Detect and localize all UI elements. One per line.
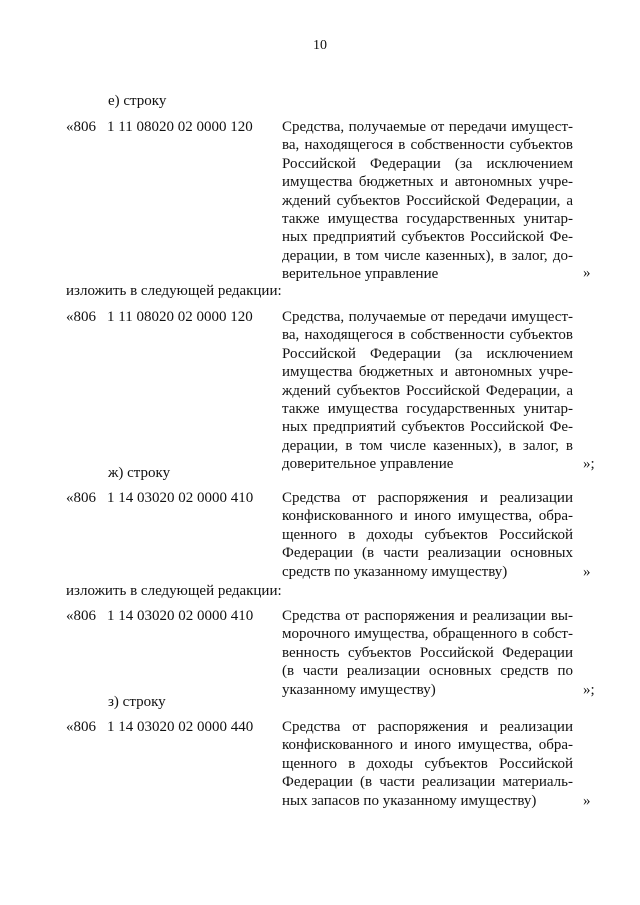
budget-code-row [66, 308, 253, 326]
description-line: ва, находящегося в собственности субъектов [282, 137, 573, 154]
code-description [282, 489, 573, 581]
budget-code: 1 14 03020 02 0000 440 [107, 719, 254, 735]
code-description [282, 607, 573, 699]
description-line: Средства от распоряжения и реализации [282, 490, 573, 506]
description-line: верительное управление [282, 266, 439, 283]
section-label: з) строку [108, 694, 166, 710]
budget-code-row [66, 718, 253, 736]
description-line: ждений субъектов Российской Федерации, а [282, 382, 573, 399]
description-line: морочного имущества, обращенного в собст- [282, 626, 573, 643]
description-line: Средства от распоряжения и реализации [282, 719, 573, 735]
description-line: конфискованного и иного имущества, обра- [282, 737, 573, 754]
description-line: ных предприятий субъектов Российской Фе- [282, 229, 573, 246]
code-prefix: «806 [66, 119, 96, 135]
description-line: указанному имуществу) [282, 681, 436, 698]
budget-code: 1 11 08020 02 0000 120 [107, 119, 253, 135]
description-line: венность субъектов Российской Федерации [282, 644, 573, 661]
closing-quote: » [583, 793, 591, 809]
description-line: Федерации (в части реализации основных [282, 545, 573, 562]
description-line: (в части реализации основных средств по [282, 663, 573, 680]
code-prefix: «806 [66, 490, 96, 506]
description-line: Российской Федерации (за исключением [282, 155, 573, 172]
description-line: также имущества государственных унитар- [282, 211, 573, 228]
closing-quote: » [583, 265, 591, 281]
description-line: имущества бюджетных и автономных учре- [282, 364, 573, 381]
description-line: средств по указанному имуществу) [282, 563, 508, 580]
budget-code: 1 11 08020 02 0000 120 [107, 309, 253, 325]
description-line: конфискованного и иного имущества, обра- [282, 508, 573, 525]
description-line: Федерации (в части реализации материаль- [282, 774, 573, 791]
description-line: Средства, получаемые от передачи имущест- [282, 119, 573, 135]
description-line: дерации, в том числе казенных), в залог, в [282, 437, 573, 454]
closing-quote: »; [583, 682, 595, 698]
description-line: доверительное управление [282, 456, 454, 473]
description-line: Российской Федерации (за исключением [282, 345, 573, 362]
section-label: изложить в следующей редакции: [66, 583, 282, 599]
description-line: имущества бюджетных и автономных учре- [282, 174, 573, 191]
closing-quote: »; [583, 456, 595, 472]
code-description [282, 118, 573, 284]
budget-code: 1 14 03020 02 0000 410 [107, 608, 254, 624]
description-line: Средства, получаемые от передачи имущест- [282, 309, 573, 325]
description-line: ных предприятий субъектов Российской Фе- [282, 419, 573, 436]
description-line: ва, находящегося в собственности субъектов [282, 327, 573, 344]
code-prefix: «806 [66, 719, 96, 735]
section-label: ж) строку [108, 465, 171, 481]
section-label: изложить в следующей редакции: [66, 283, 282, 299]
description-line: Средства от распоряжения и реализации вы- [282, 608, 573, 624]
description-line: ных запасов по указанному имуществу) [282, 792, 537, 809]
description-line: дерации, в том числе казенных), в залог, до- [282, 247, 573, 264]
description-line: щенного в доходы субъектов Российской [282, 755, 573, 772]
code-description [282, 308, 573, 474]
budget-code-row [66, 489, 253, 507]
code-prefix: «806 [66, 309, 96, 325]
description-line: ждений субъектов Российской Федерации, а [282, 192, 573, 209]
budget-code-row [66, 607, 253, 625]
code-prefix: «806 [66, 608, 96, 624]
section-label: е) строку [108, 93, 167, 109]
closing-quote: » [583, 564, 591, 580]
description-line: также имущества государственных унитар- [282, 401, 573, 418]
budget-code-row [66, 118, 253, 136]
budget-code: 1 14 03020 02 0000 410 [107, 490, 254, 506]
code-description [282, 718, 573, 810]
page-number: 10 [313, 38, 327, 53]
description-line: щенного в доходы субъектов Российской [282, 526, 573, 543]
